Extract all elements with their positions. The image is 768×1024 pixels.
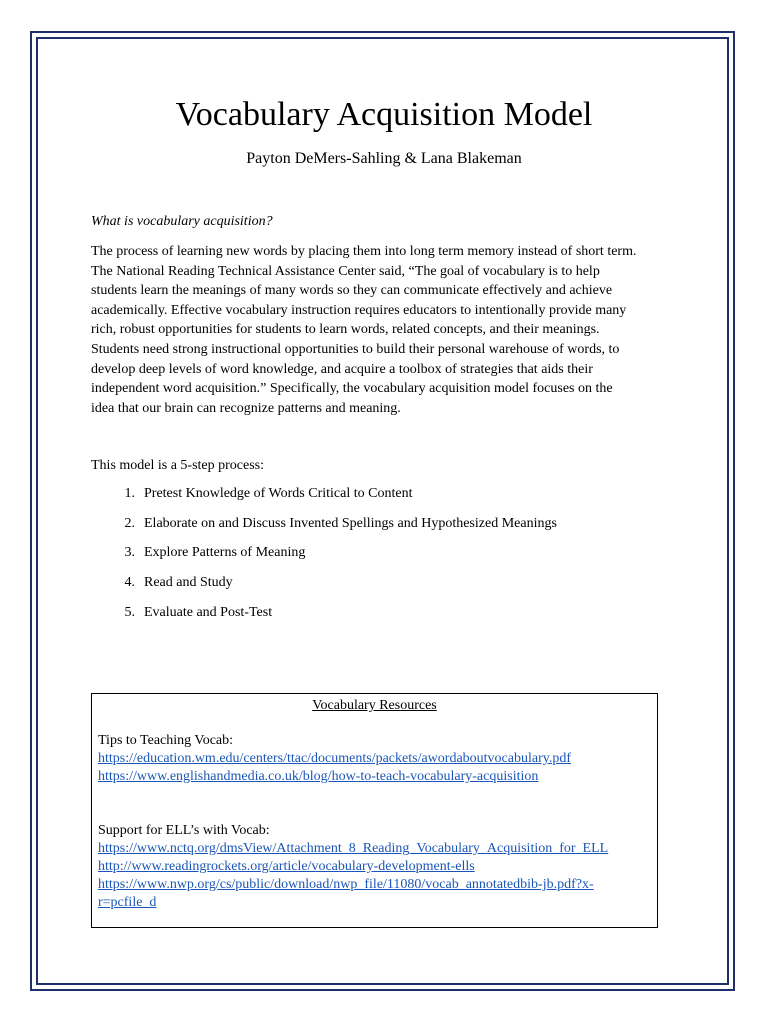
- resource-link[interactable]: https://education.wm.edu/centers/ttac/documents/packets/awordaboutvocabulary.pdf: [98, 751, 571, 766]
- step-item: [91, 602, 557, 632]
- step-text: Pretest Knowledge of Words Critical to Content: [144, 486, 413, 501]
- paragraph-line: rich, robust opportunities for students to learn words, related concepts, and their meanings.: [91, 322, 600, 338]
- step-text: Evaluate and Post-Test: [144, 604, 273, 620]
- resource-link[interactable]: r=pcfile_d: [98, 895, 157, 910]
- paragraph-line: students learn the meanings of many words so they can communicate effectively and achieve: [91, 283, 613, 299]
- document-authors: Payton DeMers-Sahling & Lana Blakeman: [246, 150, 522, 167]
- step-text: Read and Study: [144, 575, 233, 591]
- ell-label: Support for ELL’s with Vocab:: [98, 823, 270, 838]
- intro-paragraph: [91, 242, 691, 418]
- paragraph-line: Students need strong instructional opportunities to build their personal warehouse of words, to: [91, 341, 620, 357]
- paragraph-line: The National Reading Technical Assistance Center said, “The goal of vocabulary is to help: [91, 263, 600, 279]
- step-number: 4.: [124, 575, 135, 591]
- step-number: 3.: [124, 545, 135, 561]
- paragraph-line: develop deep levels of word knowledge, and acquire a toolbox of strategies that aids their: [91, 361, 593, 377]
- resources-heading: Vocabulary Resources: [312, 698, 437, 713]
- resource-link[interactable]: https://www.nctq.org/dmsView/Attachment_8_Reading_Vocabulary_Acquisition_for_ELL: [98, 841, 609, 856]
- tips-label: Tips to Teaching Vocab:: [98, 733, 234, 748]
- paragraph-line: academically. Effective vocabulary instruction requires educators to intentionally provide many: [91, 302, 627, 318]
- step-number: 2.: [124, 515, 135, 531]
- step-number: 5.: [124, 604, 135, 620]
- tips-group: [98, 732, 571, 786]
- ell-group: [98, 822, 608, 912]
- resource-link[interactable]: https://www.nwp.org/cs/public/download/nwp_file/11080/vocab_annotatedbib-jb.pdf?x-: [98, 877, 594, 892]
- resource-link[interactable]: http://www.readingrockets.org/article/vocabulary-development-ells: [98, 859, 475, 874]
- section-question: What is vocabulary acquisition?: [91, 214, 273, 229]
- step-item: [91, 542, 557, 572]
- step-item: [91, 483, 557, 513]
- paragraph-line: independent word acquisition.” Specifically, the vocabulary acquisition model focuses on the: [91, 381, 613, 397]
- resource-link[interactable]: https://www.englishandmedia.co.uk/blog/how-to-teach-vocabulary-acquisition: [98, 769, 539, 784]
- steps-list: [91, 483, 557, 631]
- steps-intro: This model is a 5-step process:: [91, 458, 265, 473]
- paragraph-line: The process of learning new words by placing them into long term memory instead of short term.: [91, 244, 637, 259]
- paragraph-line: idea that our brain can recognize patterns and meaning.: [91, 400, 401, 416]
- step-text: Elaborate on and Discuss Invented Spellings and Hypothesized Meanings: [144, 515, 557, 531]
- resources-box: [91, 693, 658, 928]
- document-title: Vocabulary Acquisition Model: [175, 96, 593, 133]
- step-item: [91, 572, 557, 602]
- step-text: Explore Patterns of Meaning: [144, 545, 306, 561]
- step-number: 1.: [124, 486, 135, 501]
- step-item: [91, 513, 557, 543]
